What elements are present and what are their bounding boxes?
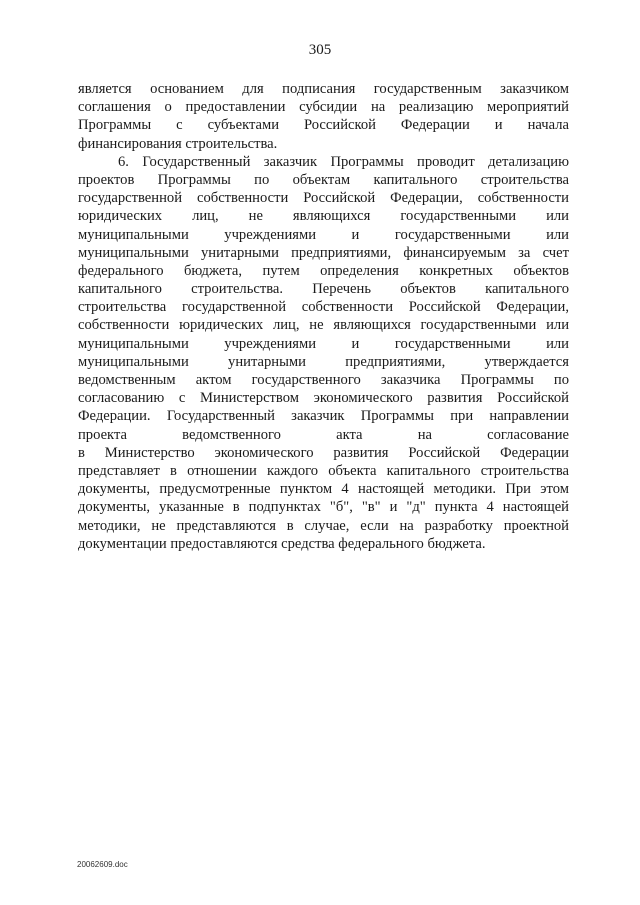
- text-line: строительства государственной собственности Российской Федерации,: [78, 299, 569, 316]
- text-line: юридических лиц, не являющихся государственными или: [78, 208, 569, 225]
- text-line: собственности юридических лиц, не являющихся государственными или: [78, 317, 569, 334]
- text-line: документации предоставляются средства федерального бюджета.: [78, 535, 486, 552]
- text-line: Программы с субъектами Российской Федерации и начала: [78, 117, 569, 134]
- text-line: соглашения о предоставлении субсидии на реализацию мероприятий: [78, 99, 569, 116]
- text-line: документы, предусмотренные пунктом 4 настоящей методики. При этом: [78, 481, 569, 498]
- text-line: государственной собственности Российской Федерации, собственности: [78, 190, 569, 207]
- text-line: федерального бюджета, путем определения конкретных объектов: [78, 262, 569, 279]
- text-line: в Министерство экономического развития Российской Федерации: [78, 444, 569, 461]
- text-line: представляет в отношении каждого объекта капитального строительства: [78, 462, 569, 479]
- document-body: [78, 80, 569, 553]
- text-line: Федерации. Государственный заказчик Программы при направлении: [78, 408, 569, 425]
- text-line: муниципальными учреждениями и государственными или: [78, 335, 569, 352]
- text-line: капитального строительства. Перечень объектов капитального: [78, 281, 569, 298]
- page-number: 305: [308, 42, 332, 58]
- text-line: финансирования строительства.: [78, 135, 278, 152]
- paragraph-continuation: [78, 80, 569, 153]
- text-line: проектов Программы по объектам капитального строительства: [78, 171, 569, 188]
- text-line: является основанием для подписания государственным заказчиком: [78, 81, 569, 97]
- file-name-footer: 20062609.doc: [77, 860, 128, 869]
- text-line: ведомственным актом государственного заказчика Программы по: [78, 372, 569, 388]
- text-line: согласованию с Министерством экономического развития Российской: [78, 390, 569, 407]
- text-line: документы, указанные в подпунктах "б", "в" и "д" пункта 4 настоящей: [78, 499, 569, 516]
- text-line: муниципальными унитарными предприятиями, финансируемым за счет: [78, 244, 569, 261]
- text-line: муниципальными учреждениями и государственными или: [78, 226, 569, 243]
- text-line: проекта ведомственного акта на согласование: [78, 426, 569, 443]
- paragraph-item-6: [78, 153, 569, 553]
- text-line: методики, не представляются в случае, если на разработку проектной: [78, 517, 569, 534]
- text-line: муниципальными унитарными предприятиями, утверждается: [78, 353, 569, 370]
- text-line: 6. Государственный заказчик Программы проводит детализацию: [118, 153, 569, 170]
